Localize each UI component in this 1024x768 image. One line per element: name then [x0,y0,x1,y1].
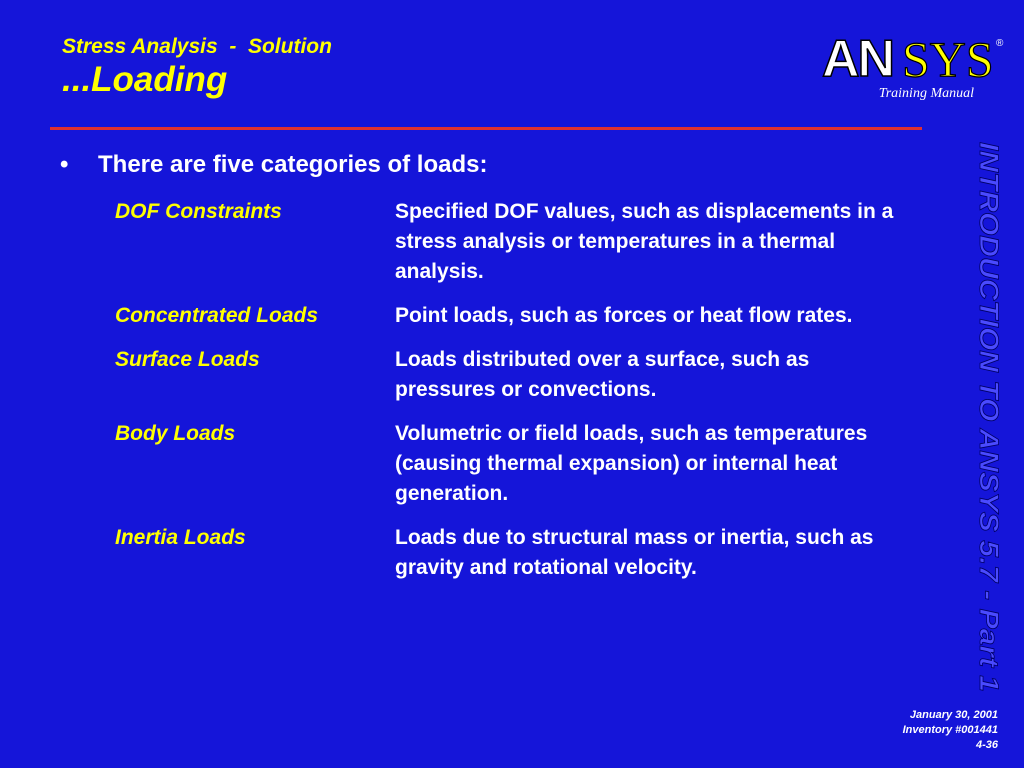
logo-sys-text: SYS [902,31,994,82]
load-description: Volumetric or field loads, such as temperatures (causing thermal expansion) or internal heat generation. [395,422,868,505]
slide-subtitle: Stress Analysis - Solution [62,35,332,58]
load-name: Concentrated Loads [115,304,319,327]
logo-an-text: AN [822,30,894,82]
load-description: Loads due to structural mass or inertia, such as gravity and rotational velocity. [395,526,874,579]
slide-title: ...Loading [62,60,228,99]
load-row-dof-constraints [115,197,925,287]
title-area [62,34,332,99]
side-banner [952,140,1020,700]
load-name: DOF Constraints [115,200,282,223]
load-categories-table [115,197,925,597]
footer-date: January 30, 2001 [909,709,998,721]
load-row-inertia-loads [115,523,925,583]
load-row-concentrated-loads [115,301,925,331]
intro-bullet [60,150,487,180]
load-name: Surface Loads [115,348,260,371]
load-row-surface-loads [115,345,925,405]
load-description: Specified DOF values, such as displacements in a stress analysis or temperatures in a thermal analysis. [395,200,894,283]
side-banner-text: INTRODUCTION TO ANSYS 5.7 - Part 1 [974,142,1004,638]
load-name: Inertia Loads [115,526,246,549]
logo-registered-mark: ® [996,38,1004,49]
training-manual-label: Training Manual [878,86,974,101]
load-name: Body Loads [115,422,236,445]
footer-page-number: 4-36 [975,739,998,751]
load-description: Point loads, such as forces or heat flow rates. [395,304,853,327]
load-row-body-loads [115,419,925,509]
header-divider [50,127,922,130]
bullet-icon: • [60,151,69,178]
footer-inventory: Inventory #001441 [902,724,998,736]
load-description: Loads distributed over a surface, such as pressures or convections. [395,348,810,401]
footer [903,708,998,753]
intro-text: There are five categories of loads: [98,151,488,178]
ansys-logo [820,28,1010,82]
